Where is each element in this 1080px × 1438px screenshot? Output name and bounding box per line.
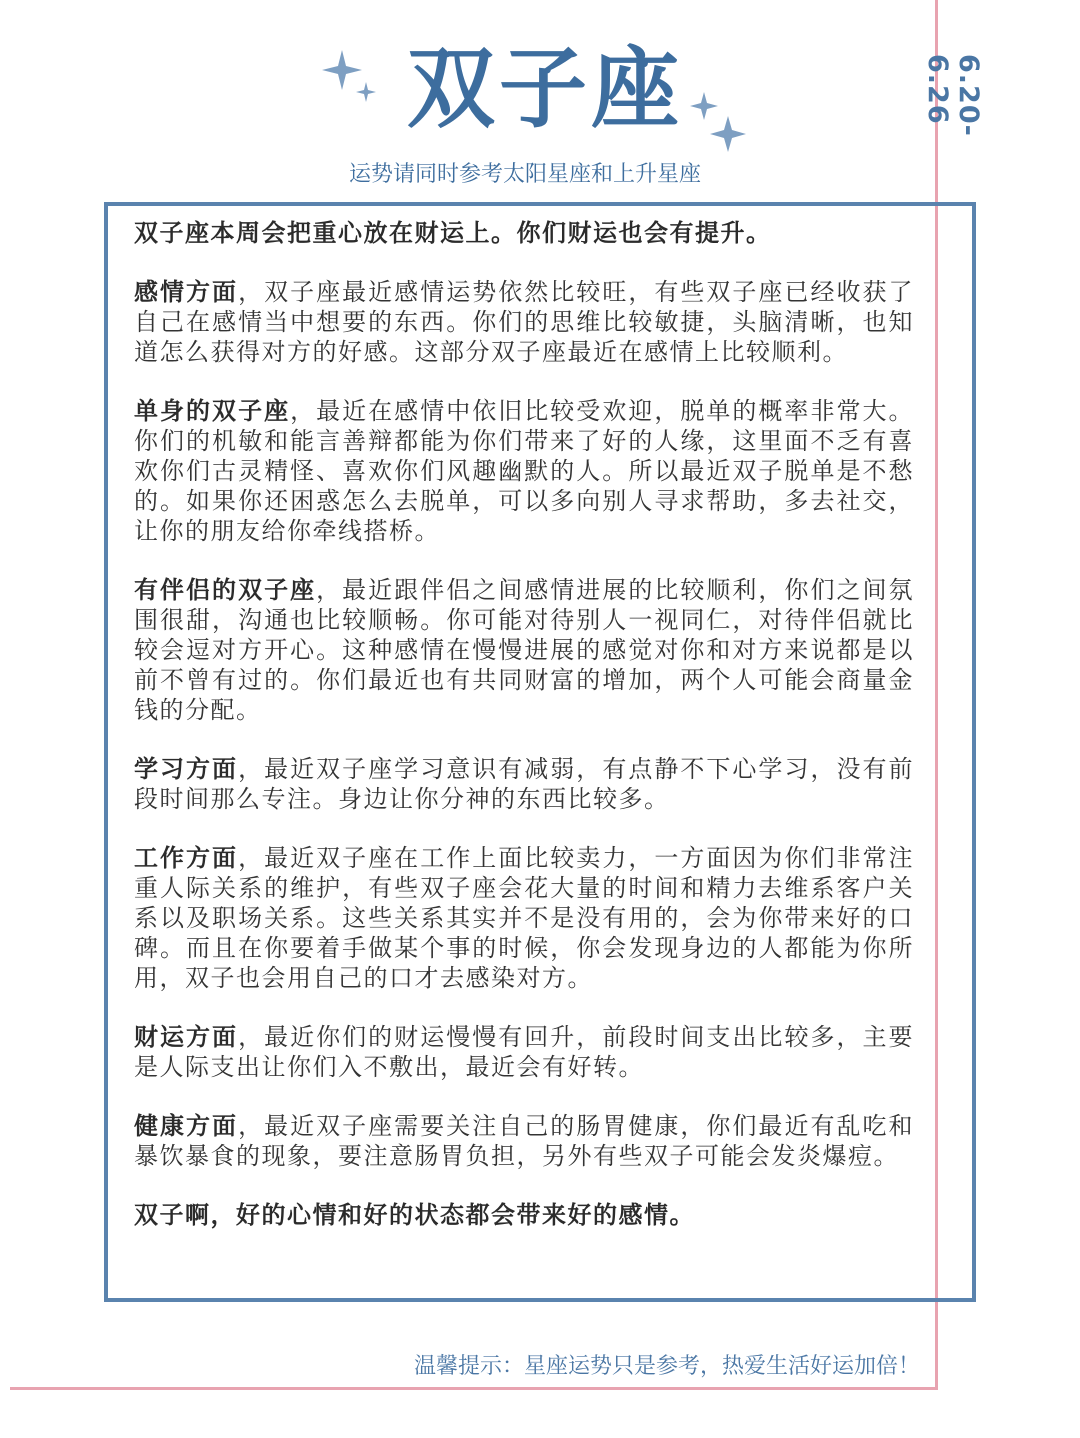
section-heading: 健康方面 — [134, 1112, 239, 1140]
intro-paragraph: 双子座本周会把重心放在财运上。你们财运也会有提升。 — [134, 219, 772, 247]
section-text: ，双子座最近感情运势依然比较旺，有些双子座已经收获了自己在感情当中想要的东西。你们的思维比较敏捷，头脑清晰，也知道怎么获得对方的好感。这部分双子座最近在感情上比较顺利。 — [134, 278, 915, 366]
sparkle-icon — [322, 48, 378, 104]
section-single — [134, 396, 914, 546]
section-partnered — [134, 575, 914, 725]
section-text: ，最近在感情中依旧比较受欢迎，脱单的概率非常大。你们的机敏和能言善辩都能为你们带来了好的人缘，这里面不乏有喜欢你们古灵精怪、喜欢你们风趣幽默的人。所以最近双子脱单是不愁的。如果你还困惑怎么去脱单，可以多向别人寻求帮助，多去社交，让你的朋友给你牵线搭桥。 — [134, 397, 915, 545]
closing-paragraph: 双子啊，好的心情和好的状态都会带来好的感情。 — [134, 1201, 695, 1229]
section-wealth — [134, 1022, 914, 1082]
section-heading: 单身的双子座 — [134, 397, 291, 425]
section-health — [134, 1111, 914, 1171]
section-text: ，最近跟伴侣之间感情进展的比较顺利，你们之间氛围很甜，沟通也比较顺畅。你可能对待别人一视同仁，对待伴侣就比较会逗对方开心。这种感情在慢慢进展的感觉对你和对方来说都是以前不曾有过的。你们最近也有共同财富的增加，两个人可能会商量金钱的分配。 — [134, 576, 915, 724]
section-heading: 有伴侣的双子座 — [134, 576, 317, 604]
section-heading: 工作方面 — [134, 844, 239, 872]
section-text: ，最近双子座在工作上面比较卖力，一方面因为你们非常注重人际关系的维护，有些双子座会花大量的时间和精力去维系客户关系以及职场关系。这些关系其实并不是没有用的，会为你带来好的口碑。而且在你要着手做某个事的时候，你会发现身边的人都能为你所用，双子也会用自己的口才去感染对方。 — [134, 844, 915, 992]
section-work — [134, 843, 914, 993]
footer-tip: 温馨提示：星座运势只是参考，热爱生活好运加倍！ — [413, 1354, 920, 1379]
pink-frame-horizontal-line — [10, 1387, 938, 1390]
subtitle: 运势请同时参考太阳星座和上升星座 — [348, 162, 701, 187]
section-text: ，最近双子座需要关注自己的肠胃健康，你们最近有乱吃和暴饮暴食的现象，要注意肠胃负担，另外有些双子可能会发炎爆痘。 — [134, 1112, 915, 1170]
section-heading: 财运方面 — [134, 1023, 239, 1051]
section-love — [134, 277, 914, 367]
section-text: ，最近双子座学习意识有减弱，有点静不下心学习，没有前段时间那么专注。身边让你分神的东西比较多。 — [134, 755, 915, 813]
date-range: 6.20-6.26 — [922, 54, 984, 137]
section-text: ，最近你们的财运慢慢有回升，前段时间支出比较多，主要是人际支出让你们入不敷出，最近会有好转。 — [134, 1023, 915, 1081]
horoscope-content — [134, 218, 914, 1259]
section-heading: 学习方面 — [134, 755, 239, 783]
page-title: 双子座 — [406, 37, 683, 140]
section-study — [134, 754, 914, 814]
section-heading: 感情方面 — [134, 278, 239, 306]
